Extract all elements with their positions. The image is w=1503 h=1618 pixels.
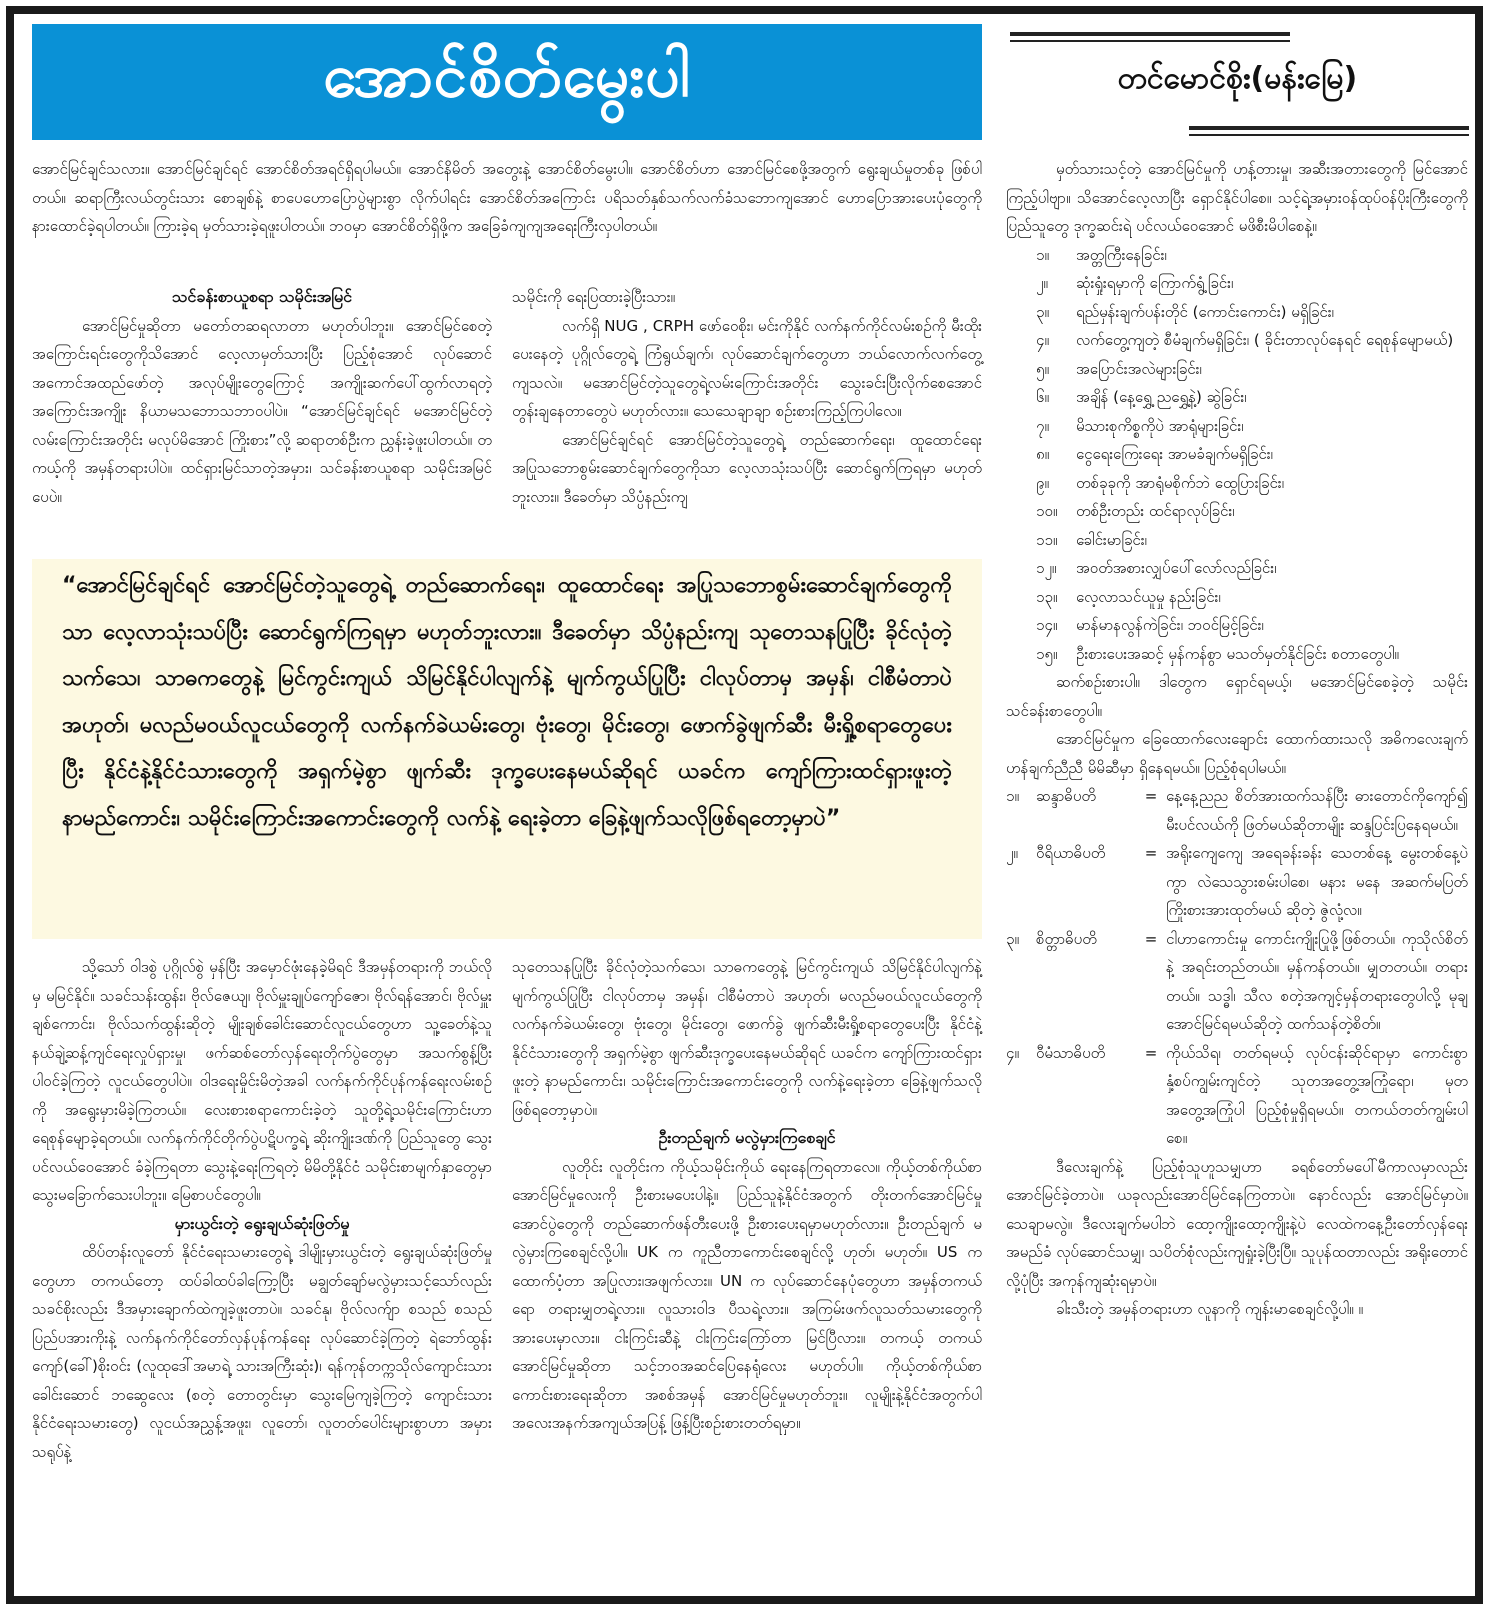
virtue-term: ဆန္ဒာဓိပတိ bbox=[1036, 787, 1097, 805]
item-number: ၉။ bbox=[1036, 473, 1049, 492]
column-3 bbox=[32, 953, 492, 1466]
obstacle-item bbox=[1006, 611, 1468, 640]
paragraph: အောင်မြင်ချင်ရင် အောင်မြင်တဲ့သူတွေရဲ့ တည်ဆောက်ရေး၊ ထူထောင်ရေး အပြုသဘောစွမ်းဆောင်ချက်တွေကိုသာ လေ့လာသုံးသပ်ပြီး ဆောင်ရွက်ကြရမှာ မဟုတ်ဘူးလား။ ဒီခေတ်မှာ သိပ္ပံနည်းကျ bbox=[512, 430, 982, 506]
item-text: တစ်ဦးတည်း ထင်ရာလုပ်ခြင်း၊ bbox=[1076, 502, 1235, 520]
obstacle-item bbox=[1006, 298, 1468, 327]
headline-banner bbox=[32, 24, 982, 140]
obstacle-item bbox=[1006, 583, 1468, 612]
item-text: ရည်မှန်းချက်ပန်းတိုင် (ကောင်းကောင်း) မရှိခြင်း၊ bbox=[1076, 302, 1334, 321]
item-number: ၂။ bbox=[1036, 274, 1048, 292]
virtue-list bbox=[1006, 782, 1468, 1153]
paragraph: လူတိုင်း လူတိုင်းက ကိုယ့်သမိုင်းကိုယ် ရေးနေကြရတာလေ။ ကိုယ့်တစ်ကိုယ်စာ အောင်မြင်မှုလေးကို ဦးစားမပေးပါနဲ့။ ပြည်သူနဲ့နိုင်ငံအတွက် တိုးတက်အောင်မြင်မှု အောင်ပွဲတွေကို တည်ဆောက်ဖန်တီးပေးဖို့ ဦးစားပေးရမှာမဟုတ်လား။ ဦးတည်ချက် မလွဲမှားကြစေချင်လို့ပါ။ UK က ကူညီတာကောင်းစေချင်လို့ ဟုတ်၊ မဟုတ်။ US က ထောက်ပံ့တာ အပြုလား၊အဖျက်လား။ UN က လုပ်ဆောင်နေပုံတွေဟာ အမှန်တကယ်ရော တရားမျှတရဲ့လား။ လူသားဝါဒ ပီသရဲ့လား။ အကြမ်းဖက်လူသတ်သမားတွေကို အားပေးမှာလား။ ငါးကြင်းဆီနဲ့ ငါးကြင်းကြော်တာ မြင်ပြီလား။ တကယ့် တကယ်အောင်မြင်မှုဆိုတာ သင့်ဘဝအဆင်ပြေနေရုံလေး မဟုတ်ပါ။ ကိုယ့်တစ်ကိုယ်စာ ကောင်းစားရေးဆိုတာ အစစ်အမှန် အောင်မြင်မှုမဟုတ်ဘူး။ လူမျိုးနဲ့နိုင်ငံအတွက်ပါ အလေးအနက်အကျယ်အပြန့် ဖြန့်ပြီးစဉ်းစားတတ်ရမှာ။ bbox=[512, 1157, 982, 1432]
virtue-definition: နေ့နေ့ညည စိတ်အားထက်သန်ပြီး ဓားတောင်ကိုကျော်၍ မီးပင်လယ်ကို ဖြတ်မယ်ဆိုတာမျိုး ဆန္ဒပြင်းပြနေရမယ်။ bbox=[1166, 787, 1468, 834]
author-byline: တင်မောင်စိုး(မန်းမြေ) bbox=[1117, 61, 1358, 96]
virtue-item bbox=[1006, 839, 1468, 925]
item-number: ၄။ bbox=[1036, 331, 1049, 349]
section-heading-wrong-decision: မှားယွင်းတဲ့ ရွေးချယ်ဆုံးဖြတ်မှု bbox=[174, 1213, 350, 1233]
headline-title: အောင်စိတ်မွေးပါ bbox=[322, 41, 692, 111]
item-number: ၈။ bbox=[1036, 445, 1050, 463]
equals-sign: = bbox=[1144, 929, 1158, 948]
item-text: ခေါင်းမာခြင်း၊ bbox=[1076, 530, 1147, 549]
paragraph: လက်ရှိ NUG , CRPH ဖော်ဝေစိုး၊ မင်းကိုနိုင် လက်နက်ကိုင်လမ်းစဉ်ကို မီးထိုးပေးနေတဲ့ ပုဂ္ဂိုလ်တွေရဲ့ ကြံရွယ်ချက်၊ လုပ်ဆောင်ချက်တွေဟာ ဘယ်လောက်လက်တွေ့ကျသလဲ။ မအောင်မြင်တဲ့သူတွေရဲ့လမ်းကြောင်းအတိုင်း သွေးခင်းပြီးလိုက်စေအောင် တွန်းချနေတာတွေပဲ မဟုတ်လား။ သေသေချာချာ စဉ်းစားကြည့်ကြပါလေ။ bbox=[512, 316, 982, 420]
item-text: ဦးစားပေးအဆင့် မှန်ကန်စွာ မသတ်မှတ်နိုင်ခြင်း စတာတွေပါ။ bbox=[1076, 644, 1399, 663]
paragraph: သုတေသနပြုပြီး ခိုင်လုံတဲ့သက်သေ၊ သာဓကတွေနဲ့ မြင်ကွင်းကျယ် သိမြင်နိုင်ပါလျက်နဲ့ မျက်ကွယ်ပြုပြီး ငါလုပ်တာမှ အမှန်၊ ငါစီမံတာပဲ အဟုတ်၊ မလည်မဝယ်လူငယ်တွေကို လက်နက်ခဲယမ်းတွေ၊ ဗုံးတွေ၊ မိုင်းတွေ၊ ဖောက်ခွဲ ဖျက်ဆီးမီးရှို့စရာတွေပေးပြီး နိုင်ငံနဲ့နိုင်ငံသားတွေကို အရှက်မဲ့စွာ ဖျက်ဆီးဒုက္ခပေးနေမယ်ဆိုရင် ယခင်က ကျော်ကြားထင်ရှားဖူးတဲ့ နာမည်ကောင်း၊ သမိုင်းကြောင်းအကောင်းတွေကို လက်နဲ့ရေးခဲ့တာ ခြေနဲ့ဖျက်သလိုဖြစ်ရတော့မှာပဲ။ bbox=[512, 958, 982, 1119]
section-heading-history: သင်ခန်းစာယူစရာ သမိုင်းအမြင် bbox=[171, 287, 353, 306]
obstacle-item bbox=[1006, 554, 1468, 583]
virtue-term: ဝီမံသာဓိပတိ bbox=[1036, 1043, 1106, 1062]
byline-box bbox=[1000, 24, 1475, 140]
obstacle-item bbox=[1006, 469, 1468, 498]
paragraph: သမိုင်းကို ရေးပြထားခဲ့ပြီးသား။ bbox=[512, 288, 676, 306]
item-text: တစ်ခုခုကို အာရုံမစိုက်ဘဲ ထွေပြားခြင်း၊ bbox=[1076, 473, 1284, 492]
virtue-item bbox=[1006, 925, 1468, 1039]
item-text: အချိန် (နေ့ရွှေ့ ညရွှေ့နဲ့) ဆွဲခြင်း၊ bbox=[1076, 388, 1247, 406]
item-text: အတ္တကြီးနေခြင်း၊ bbox=[1076, 245, 1167, 264]
item-text: လေ့လာသင်ယူမှု နည်းခြင်း၊ bbox=[1076, 587, 1221, 606]
virtue-term: ဝီရိယာဓိပတိ bbox=[1036, 844, 1106, 862]
obstacle-item bbox=[1006, 326, 1468, 355]
item-text: အဝတ်အစားလျှပ်ပေါ်လော်လည်ခြင်း၊ bbox=[1076, 559, 1277, 577]
obstacle-item bbox=[1006, 497, 1468, 526]
item-text: လက်တွေ့ကျတဲ့ စီမံချက်မရှိခြင်း၊ ( ခိုင်းတာလုပ်နေရင် ရေစုန်မျောမယ်) bbox=[1076, 331, 1454, 349]
item-number: ၁၄။ bbox=[1036, 616, 1058, 634]
item-number: ၁။ bbox=[1036, 245, 1049, 264]
paragraph: ဒီလေးချက်နဲ့ ပြည့်စုံသူဟူသမျှဟာ ခရစ်တော်မပေါ်မီကာလမှာလည်း အောင်မြင်ခဲ့တာပဲ။ ယခုလည်းအောင်မြင်နေကြတာပဲ။ နောင်လည်း အောင်မြင်မှာပဲ။ သေချာမလွဲ။ ဒီလေးချက်မပါဘဲ ထော့ကျိုးထော့ကျိုးနဲ့ပဲ လေထဲကနေ့ဦးတော်လှန်ရေးအမည်ခံ လုပ်ဆောင်သမျှ၊ သပိတ်စုံလည်းကျရှုံးခဲ့ပြီးပြီ။ သူပုန်ထတာလည်း အရိုးတောင်လို့ပုံပြီး အကုန်ကျဆုံးရမှာပဲ။ bbox=[1006, 1157, 1468, 1290]
virtue-item bbox=[1006, 782, 1468, 839]
item-text: မိသားစုကိစ္စကိုပဲ အာရုံများခြင်း၊ bbox=[1076, 416, 1244, 435]
obstacle-item bbox=[1006, 269, 1468, 298]
paragraph: သို့သော် ဝါဒစွဲ ပုဂ္ဂိုလ်စွဲ မှန်ပြီး အမှောင်ဖုံးနေခဲ့မိရင် ဒီအမှန်တရားကို ဘယ်လိုမှ မမြင်နိုင်။ သခင်သန်းထွန်း၊ ဗိုလ်ဇေယျ၊ ဗိုလ်မှူးချုပ်ကျော်ဇော၊ ဗိုလ်ရန်အောင်၊ ဗိုလ်မှူးချစ်ကောင်း၊ ဗိုလ်သက်ထွန်းဆိုတဲ့ မျိုးချစ်ခေါင်းဆောင်လူငယ်တွေဟာ သူ့ခေတ်နဲ့သူ နယ်ချဲ့ဆန့်ကျင်ရေးလှုပ်ရှားမှု၊ ဖက်ဆစ်တော်လှန်ရေးတိုက်ပွဲတွေမှာ အသက်စွန့်ပြီး ပါဝင်ခဲ့ကြတဲ့ လူငယ်တွေပါပဲ။ ဝါဒရေးမှိုင်းမိတဲ့အခါ လက်နက်ကိုင်ပုန်ကန်ရေးလမ်းစဉ်ကို အရွေးမှားမိခဲ့ကြတယ်။ လေးစားစရာကောင်းခဲ့တဲ့ သူတို့ရဲ့သမိုင်းကြောင်းဟာ ရေစုန်မျောခဲ့ရတယ်။ လက်နက်ကိုင်တိုက်ပွဲပဋိပက္ခရဲ့ ဆိုးကျိုးဒဏ်ကို ပြည်သူတွေ သွေးပင်လယ်ဝေအောင် ခံခဲ့ကြရတာ သွေးနဲ့ရေးကြရတဲ့ မိမိတို့နိုင်ငံ သမိုင်းစာမျက်နှာတွေမှာ သွေးမခြောက်သေးပါဘူး။ မြေစာပင်တွေပါ။ bbox=[32, 958, 492, 1204]
item-number: ၁၀။ bbox=[1036, 502, 1058, 520]
obstacle-item bbox=[1006, 640, 1468, 669]
paragraph: ဆက်စဉ်းစားပါ။ ဒါတွေက ရှောင်ရမယ့်၊ မအောင်မြင်စေခဲ့တဲ့ သမိုင်းသင်ခန်းစာတွေပါ။ bbox=[1006, 673, 1468, 720]
virtue-item bbox=[1006, 1039, 1468, 1153]
item-number: ၅။ bbox=[1036, 359, 1049, 378]
virtue-definition: ငါဟာကောင်းမှု ကောင်းကျိုးပြုဖို့ဖြစ်တယ်။ ကုသိုလ်စိတ်နဲ့ အရင်းတည်တယ်။ မှန်ကန်တယ်။ မျှတတယ်။ တရားတယ်။ သဒ္ဓါ၊ သီလ စတဲ့အကျင့်မှန်တရားတွေပါလို့ မုချအောင်မြင်ရမယ်ဆိုတဲ့ ထက်သန်တဲ့စိတ်။ bbox=[1166, 929, 1468, 1033]
virtue-definition: အရိုးကျေကျေ အရေခန်းခန်း သေတစ်နေ့ မွေးတစ်နေ့ပဲကွာ လဲသေသွားစမ်းပါစေ၊ မနား မနေ အဆက်မပြတ် ကြိုးစားအားထုတ်မယ် ဆိုတဲ့ ဇွဲလုံ့လ။ bbox=[1166, 844, 1468, 919]
obstacle-item bbox=[1006, 440, 1468, 469]
column-4 bbox=[512, 953, 982, 1438]
obstacle-item bbox=[1006, 526, 1468, 555]
closing-paragraph: ခါးသီးတဲ့ အမှန်တရားဟာ လူနာကို ကျန်းမာစေချင်လို့ပါ။ ။ bbox=[1056, 1300, 1364, 1318]
paragraph: အောင်မြင်မှုက ခြေထောက်လေးချောင်း ထောက်ထားသလို အဓိကလေးချက် ဟန်ချက်ညီညီ မိမိဆီမှာ ရှိနေရမယ်။ ပြည့်စုံရပါမယ်။ bbox=[1006, 730, 1468, 777]
item-number: ၆။ bbox=[1036, 388, 1049, 406]
virtue-definition: ကိုယ်သိရ၊ တတ်ရမယ့် လုပ်ငန်းဆိုင်ရာမှာ ကောင်းစွာ နှံ့စပ်ကျွမ်းကျင်တဲ့ သုတအတွေ့အကြုံရော၊ မုတအတွေ့အကြုံပါ ပြည့်စုံမှုရှိရမယ်။ တကယ်တတ်ကျွမ်းပါစေ။ bbox=[1166, 1043, 1468, 1147]
pull-quote-text: “အောင်မြင်ချင်ရင် အောင်မြင်တဲ့သူတွေရဲ့ တည်ဆောက်ရေး၊ ထူထောင်ရေး အပြုသဘောစွမ်းဆောင်ချက်တွေကိုသာ လေ့လာသုံးသပ်ပြီး ဆောင်ရွက်ကြရမှာ မဟုတ်ဘူးလား။ ဒီခေတ်မှာ သိပ္ပံနည်းကျ သုတေသနပြုပြီး ခိုင်လုံတဲ့သက်သေ၊ သာဓကတွေနဲ့ မြင်ကွင်းကျယ် သိမြင်နိုင်ပါလျက်နဲ့ မျက်ကွယ်ပြုပြီး ငါလုပ်တာမှ အမှန်၊ ငါစီမံတာပဲ အဟုတ်၊ မလည်မဝယ်လူငယ်တွေကို လက်နက်ခဲယမ်းတွေ၊ ဗုံးတွေ၊ မိုင်းတွေ၊ ဖောက်ခွဲဖျက်ဆီး မီးရှို့စရာတွေပေးပြီး နိုင်ငံနဲ့နိုင်ငံသားတွေကို အရှက်မဲ့စွာ ဖျက်ဆီး ဒုက္ခပေးနေမယ်ဆိုရင် ယခင်က ကျော်ကြားထင်ရှားဖူးတဲ့ နာမည်ကောင်း၊ သမိုင်းကြောင်းအကောင်းတွေကို လက်နဲ့ ရေးခဲ့တာ ခြေနဲ့ဖျက်သလိုဖြစ်ရတော့မှာပဲ” bbox=[62, 573, 952, 831]
obstacle-item bbox=[1006, 241, 1468, 270]
item-number: ၁။ bbox=[1006, 787, 1019, 805]
item-number: ၁၅။ bbox=[1036, 644, 1058, 663]
item-number: ၄။ bbox=[1006, 1043, 1019, 1062]
paragraph: မှတ်သားသင့်တဲ့ အောင်မြင်မှုကို ဟန့်တားမှု၊ အဆီးအတားတွေကို မြင်အောင်ကြည့်ပါဗျာ။ သိအောင်လေ့လာပြီး ရှောင်နိုင်ပါစေ။ သင့်ရဲ့အမှားဝန်ထုပ်ဝန်ပိုးကြီးတွေကို ပြည်သူတွေ ဒုက္ခဆင်းရဲ ပင်လယ်ဝေအောင် မဖိစီးမိပါစေနဲ့။ bbox=[1006, 160, 1468, 235]
item-number: ၁၃။ bbox=[1036, 587, 1058, 606]
paragraph: ထိပ်တန်းလူတော် နိုင်ငံရေးသမားတွေရဲ့ ဒါမျိုးမှားယွင်းတဲ့ ရွေးချယ်ဆုံးဖြတ်မှုတွေဟာ တကယ်တော့ ထပ်ခါထပ်ခါကြော့ပြီး မချွတ်ချော်မလွဲမှားသင့်သော်လည်း သခင်စိုးလည်း ဒီအမှားချောက်ထဲကျခဲ့ဖူးတာပဲ။ သခင်နု၊ ဗိုလ်လက်ျာ စသည် စသည် ပြည်ပအားကိုးနဲ့ လက်နက်ကိုင်တော်လှန်ပုန်ကန်ရေး လုပ်ဆောင်ခဲ့ကြတဲ့ ရဲဘော်ထွန်းကျော်(ခေါ်)စိုးဝင်း (လူထုဒေါ်အမာရဲ့ သားအကြီးဆုံး)၊ ရန်ကုန်တက္ကသိုလ်ကျောင်းသားခေါင်းဆောင် ဘဆွေလေး (စတဲ့ တောတွင်းမှာ သွေးမြေကျခဲ့ကြတဲ့ ကျောင်းသားနိုင်ငံရေးသမားတွေ) လူငယ်အညွှန့်အဖူး၊ လူတော်၊ လူတတ်ပေါင်းများစွာဟာ အမှားသရုပ်နဲ့ bbox=[32, 1243, 492, 1461]
intro-paragraph: အောင်မြင်ချင်သလား။ အောင်မြင်ချင်ရင် အောင်စိတ်အရင်ရှိရပါမယ်။ အောင်နိမိတ် အတွေးနဲ့ အောင်စိတ်မွေးပါ။ အောင်စိတ်ဟာ အောင်မြင်စေဖို့အတွက် ရွေးချယ်မှုတစ်ခု ဖြစ်ပါတယ်။ ဆရာကြီးလယ်တွင်းသား စောချစ်နဲ့ စာပေဟောပြောပွဲများစွာ လိုက်ပါရင်း အောင်စိတ်အကြောင်း ပရိသတ်နှစ်သက်လက်ခံသဘောကျအောင် ဟောပြောအားပေးပုံတွေကို နားထောင်ခဲ့ရပါတယ်။ ကြားခဲ့ရ မှတ်သားခဲ့ရဖူးပါတယ်။ ဘဝမှာ အောင်စိတ်ရှိဖို့က အခြေခံကျကျအရေးကြီးလှပါတယ်။ bbox=[32, 160, 982, 235]
item-number: ၁၁။ bbox=[1036, 530, 1058, 549]
item-number: ၂။ bbox=[1006, 844, 1018, 862]
equals-sign: = bbox=[1144, 1043, 1158, 1062]
item-number: ၇။ bbox=[1036, 416, 1049, 435]
intro-paragraph-block bbox=[32, 155, 982, 241]
virtue-term: စိတ္တာဓိပတိ bbox=[1036, 929, 1097, 948]
item-text: ငွေရေးကြေးရေး အာမခံချက်မရှိခြင်း၊ bbox=[1076, 445, 1273, 463]
column-2 bbox=[512, 283, 982, 511]
obstacle-list bbox=[1006, 241, 1468, 669]
section-heading-goal: ဦးတည်ချက် မလွဲမှားကြစေချင် bbox=[658, 1128, 836, 1147]
paragraph: အောင်မြင်မှုဆိုတာ မတော်တဆရလာတာ မဟုတ်ပါဘူး။ အောင်မြင်စေတဲ့အကြောင်းရင်းတွေကိုသိအောင် လေ့လာမှတ်သားပြီး ပြည့်စုံအောင် လုပ်ဆောင် အကောင်အထည်ဖော်တဲ့ အလုပ်မျိုးတွေကြောင့် အကျိုးဆက်ပေါ်ထွက်လာရတဲ့ အကြောင်းအကျိုး နိယာမသဘောသဘာဝပါပဲ။ “အောင်မြင်ချင်ရင် မအောင်မြင်တဲ့ လမ်းကြောင်းအတိုင်း မလုပ်မိအောင် ကြိုးစား”လို့ ဆရာတစ်ဦးက ညွှန်းခဲ့ဖူးပါတယ်။ တကယ့်ကို အမှန်တရားပါပဲ။ ထင်ရှားမြင်သာတဲ့အမှား၊ သင်ခန်းစာယူစရာ သမိုင်းအမြင်ပေပဲ။ bbox=[32, 316, 492, 506]
equals-sign: = bbox=[1144, 787, 1158, 805]
decorative-rule-top bbox=[1010, 32, 1290, 42]
pull-quote-box bbox=[32, 559, 982, 939]
decorative-rule-bottom bbox=[1189, 126, 1469, 136]
obstacle-item bbox=[1006, 383, 1468, 412]
item-number: ၁၂။ bbox=[1036, 559, 1057, 577]
column-1 bbox=[32, 283, 492, 511]
item-text: ဆုံးရှုံးရမှာကို ကြောက်ရွံ့ခြင်း၊ bbox=[1076, 274, 1234, 292]
right-column bbox=[1006, 155, 1468, 1324]
obstacle-item bbox=[1006, 412, 1468, 441]
item-number: ၃။ bbox=[1036, 302, 1049, 321]
equals-sign: = bbox=[1144, 844, 1158, 862]
item-text: မာန်မာနလွန်ကဲခြင်း၊ ဘဝင်မြင့်ခြင်း၊ bbox=[1076, 616, 1264, 634]
obstacle-item bbox=[1006, 355, 1468, 384]
item-text: အပြောင်းအလဲများခြင်း၊ bbox=[1076, 359, 1202, 378]
item-number: ၃။ bbox=[1006, 929, 1019, 948]
